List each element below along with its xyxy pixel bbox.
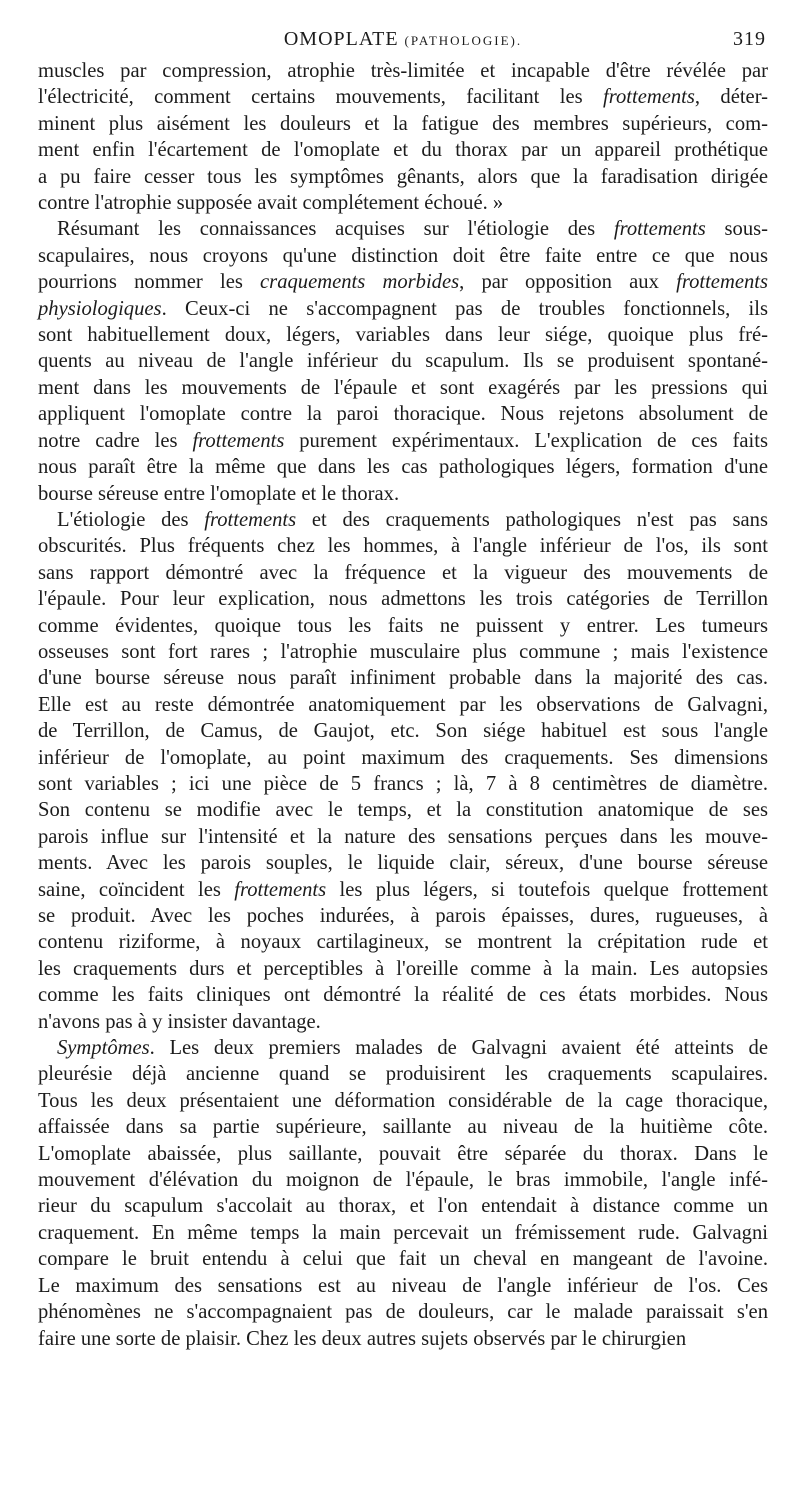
text-line: ment dans les mouvements de l'épaule et sont exagérés par les pressions qui (38, 376, 768, 399)
text-line: Tous les deux présentaient une déformation considérable de la cage thoracique, (38, 1089, 768, 1112)
text-line: L'omoplate abaissée, plus saillante, pouvait être séparée du thorax. Dans le (38, 1142, 768, 1165)
text-line: bourse séreuse entre l'omoplate et le thorax. (38, 482, 400, 505)
running-title-sub: (PATHOLOGIE). (404, 33, 523, 48)
text-line: scapulaires, nous croyons qu'une distinction doit être faite entre ce que nous (38, 244, 768, 267)
text-line: sont variables ; ici une pièce de 5 francs ; là, 7 à 8 centimètres de diamètre. (38, 772, 768, 795)
text-line: mouvement d'élévation du moignon de l'épaule, le bras immobile, l'angle infé- (38, 1169, 768, 1192)
text-line: sont habituellement doux, légers, variables dans leur siége, quoique plus fré- (38, 324, 768, 347)
text-line: ment enfin l'écartement de l'omoplate et du thorax par un appareil prothétique (38, 139, 768, 162)
page-number: 319 (733, 28, 766, 50)
paragraph (38, 58, 768, 216)
text-line: obscurités. Plus fréquents chez les hommes, à l'angle inférieur de l'os, ils sont (38, 535, 768, 558)
text-line: craquement. En même temps la main percevait un frémissement rude. Galvagni (38, 1221, 768, 1244)
text-line: appliquent l'omoplate contre la paroi thoracique. Nous rejetons absolument de (38, 403, 768, 426)
running-title-main: OMOPLATE (283, 28, 399, 50)
text-line: a pu faire cesser tous les symptômes gênants, alors que la faradisation dirigée (38, 165, 768, 188)
running-header (38, 28, 768, 58)
text-line: saine, coïncident les frottements les plus légers, si toutefois quelque frottement (38, 878, 768, 901)
paragraph (38, 507, 768, 1035)
text-line: sans rapport démontré avec la fréquence et la vigueur des mouvements de (38, 561, 768, 584)
text-line: affaissée dans sa partie supérieure, saillante au niveau de la huitième côte. (38, 1116, 768, 1139)
running-title (38, 28, 768, 51)
paragraph (38, 1035, 768, 1352)
text-line: se produit. Avec les poches indurées, à parois épaisses, dures, rugueuses, à (38, 905, 768, 927)
text-line: notre cadre les frottements purement expérimentaux. L'explication de ces faits (38, 429, 768, 452)
text-line: faire une sorte de plaisir. Chez les deux autres sujets observés par le chirurgien (38, 1327, 687, 1350)
text-line: inférieur de l'omoplate, au point maximum des craquements. Ses dimensions (38, 746, 768, 769)
text-line: quents au niveau de l'angle inférieur du scapulum. Ils se produisent spontané- (38, 350, 768, 373)
text-line: les craquements durs et perceptibles à l'oreille comme à la main. Les autopsies (38, 957, 768, 980)
text-line: pourrions nommer les craquements morbides, par opposition aux frottements (38, 271, 768, 294)
text-line: physiologiques. Ceux-ci ne s'accompagnent pas de troubles fonctionnels, ils (38, 297, 768, 320)
page (38, 28, 768, 1352)
text-line: Le maximum des sensations est au niveau de l'angle inférieur de l'os. Ces (38, 1274, 768, 1297)
text-line: phénomènes ne s'accompagnaient pas de douleurs, car le malade paraissait s'en (38, 1301, 768, 1324)
text-line: parois influe sur l'intensité et la nature des sensations perçues dans les mouve- (38, 825, 768, 848)
text-line: Son contenu se modifie avec le temps, et la constitution anatomique de ses (38, 799, 768, 822)
text-line: minent plus aisément les douleurs et la fatigue des membres supérieurs, com- (38, 112, 768, 135)
text-line: d'une bourse séreuse nous paraît infiniment probable dans la majorité des cas. (38, 667, 768, 690)
text-line: comme les faits cliniques ont démontré la réalité de ces états morbides. Nous (38, 984, 768, 1007)
text-line: Résumant les connaissances acquises sur l'étiologie des frottements sous- (57, 218, 768, 241)
text-line: pleurésie déjà ancienne quand se produisirent les craquements scapulaires. (38, 1063, 768, 1086)
text-line: Elle est au reste démontrée anatomiquement par les observations de Galvagni, (38, 693, 768, 716)
paragraph (38, 216, 768, 506)
text-line: nous paraît être la même que dans les cas pathologiques légers, formation d'une (38, 456, 768, 479)
text-line: muscles par compression, atrophie très-limitée et incapable d'être révélée par (38, 60, 768, 82)
text-line: rieur du scapulum s'accolait au thorax, et l'on entendait à distance comme un (38, 1195, 768, 1218)
body-text (38, 58, 768, 1352)
text-line: l'électricité, comment certains mouvements, facilitant les frottements, déter- (38, 86, 768, 109)
text-line: osseuses sont fort rares ; l'atrophie musculaire plus commune ; mais l'existence (38, 640, 768, 663)
text-line: ments. Avec les parois souples, le liquide clair, séreux, d'une bourse séreuse (38, 852, 768, 875)
text-line: L'étiologie des frottements et des craquements pathologiques n'est pas sans (57, 508, 768, 531)
text-line: contre l'atrophie supposée avait complétement échoué. » (38, 192, 504, 215)
text-line: l'épaule. Pour leur explication, nous admettons les trois catégories de Terrillon (38, 588, 768, 611)
text-line: compare le bruit entendu à celui que fait un cheval en mangeant de l'avoine. (38, 1248, 768, 1271)
text-line: Symptômes. Les deux premiers malades de Galvagni avaient été atteints de (57, 1037, 768, 1060)
text-line: n'avons pas à y insister davantage. (38, 1010, 321, 1033)
text-line: de Terrillon, de Camus, de Gaujot, etc. Son siége habituel est sous l'angle (38, 720, 768, 743)
text-line: contenu riziforme, à noyaux cartilagineux, se montrent la crépitation rude et (38, 931, 768, 954)
text-line: comme évidentes, quoique tous les faits ne puissent y entrer. Les tumeurs (38, 614, 768, 637)
